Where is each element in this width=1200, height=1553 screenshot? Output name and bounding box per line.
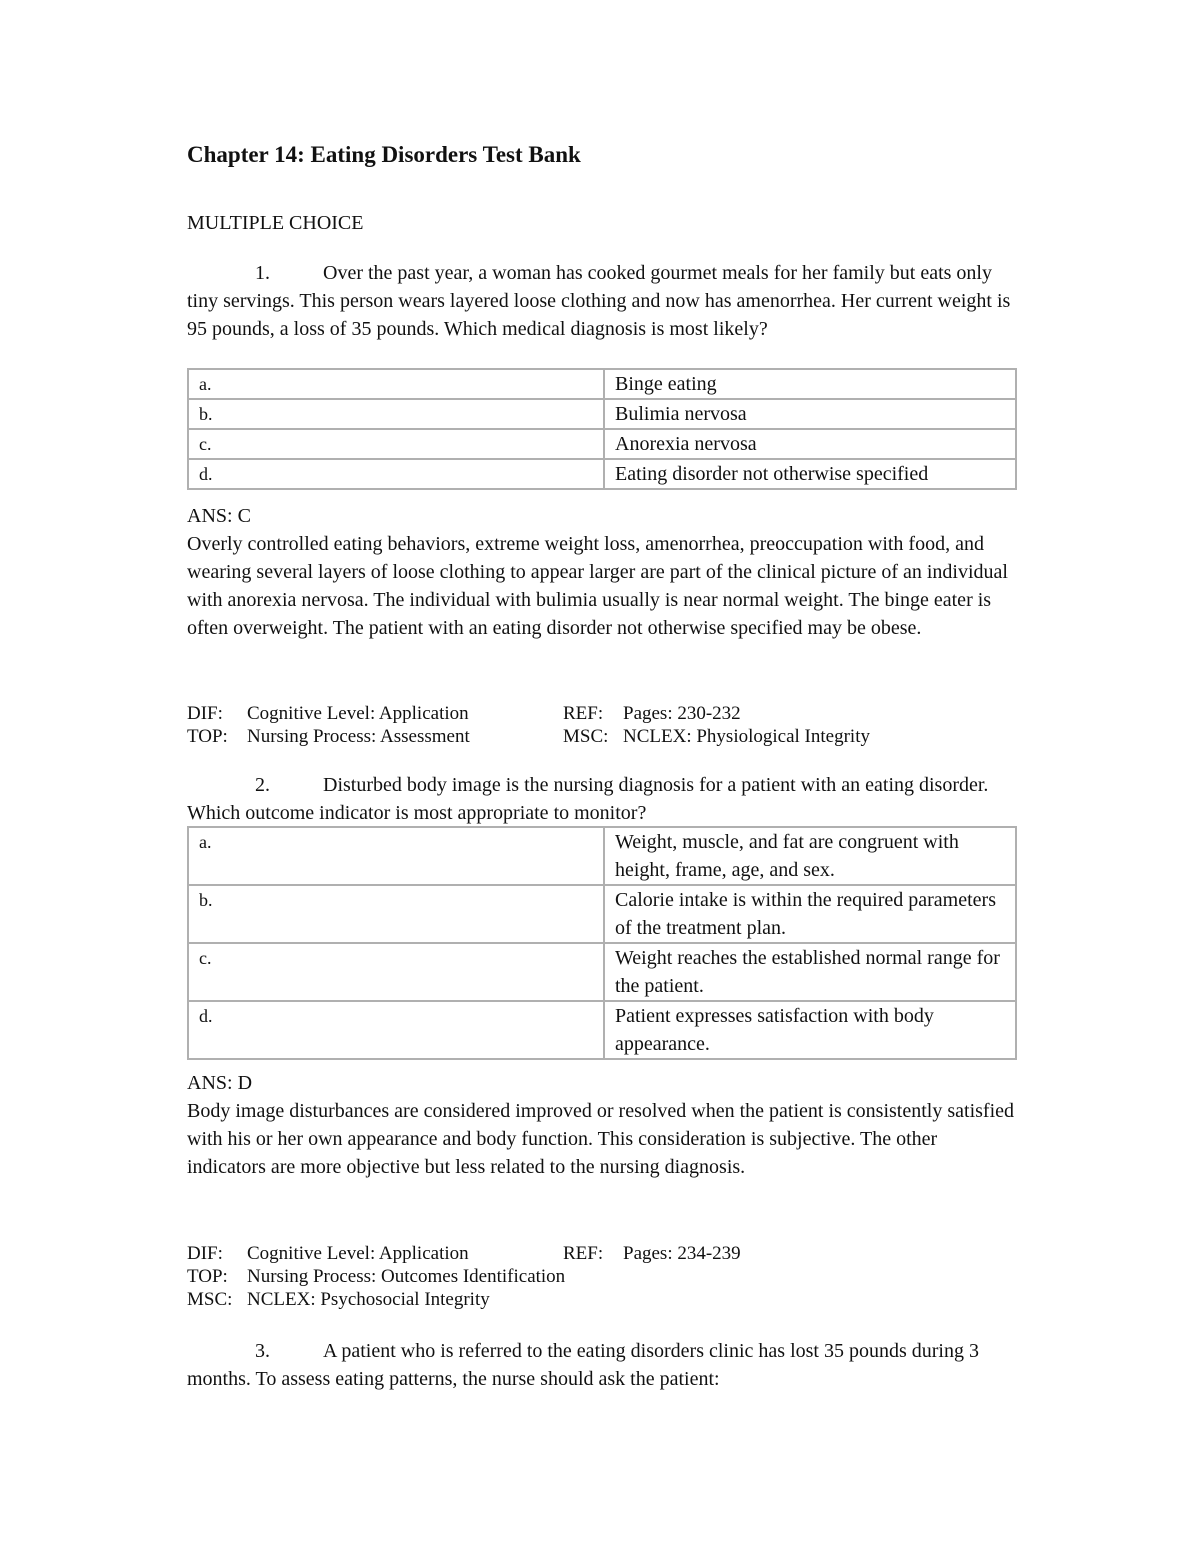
choice-row (188, 399, 1016, 429)
choice-letter: a. (188, 369, 604, 399)
answer-key: ANS: D (187, 1072, 253, 1094)
question-text: Over the past year, a woman has cooked gourmet meals for her family but eats only tiny servings. This person wears layered loose clothing and now has amenorrhea. Her current weight is 95 pounds, a loss of 35 pounds. Which medical diagnosis is most likely? (187, 262, 1011, 340)
ref-label: REF: (563, 703, 604, 724)
question-2-answer-block (187, 1069, 1017, 1181)
choice-row (188, 827, 1016, 885)
choice-text: Patient expresses satisfaction with body appearance. (604, 1001, 1016, 1059)
msc-value: NCLEX: Psychosocial Integrity (247, 1289, 490, 1310)
choice-letter: b. (188, 885, 604, 943)
top-label: TOP: (187, 1266, 228, 1287)
question-2-choices (187, 826, 1017, 1060)
msc-label: MSC: (563, 726, 609, 747)
rationale-text: Body image disturbances are considered improved or resolved when the patient is consistently satisfied with his or her own appearance and body function. This consideration is subjective. The other indicators are more objective but less related to the nursing diagnosis. (187, 1100, 1015, 1178)
question-number: 2. (255, 774, 270, 796)
dif-value: Cognitive Level: Application (247, 703, 469, 724)
top-value: Nursing Process: Outcomes Identification (247, 1266, 566, 1287)
question-1-answer-block (187, 502, 1017, 642)
choice-text: Calorie intake is within the required parameters of the treatment plan. (604, 885, 1016, 943)
msc-label: MSC: (187, 1289, 233, 1310)
choice-text: Eating disorder not otherwise specified (604, 459, 1016, 489)
choice-letter: d. (188, 459, 604, 489)
top-value: Nursing Process: Assessment (247, 726, 470, 747)
ref-value: Pages: 234-239 (623, 1243, 741, 1264)
ref-value: Pages: 230-232 (623, 703, 741, 724)
question-1-metadata (187, 702, 1017, 748)
rationale-text: Overly controlled eating behaviors, extreme weight loss, amenorrhea, preoccupation with food, and wearing several layers of loose clothing to appear larger are part of the clinical picture of an individual with anorexia nervosa. The individual with bulimia usually is near normal weight. The binge eater is often overweight. The patient with an eating disorder not otherwise specified may be obese. (187, 533, 1008, 639)
choice-row (188, 943, 1016, 1001)
choice-text: Weight, muscle, and fat are congruent with height, frame, age, and sex. (604, 827, 1016, 885)
question-1-choices (187, 368, 1017, 490)
choice-letter: d. (188, 1001, 604, 1059)
question-1-stem (187, 259, 1017, 343)
choice-text: Weight reaches the established normal range for the patient. (604, 943, 1016, 1001)
question-number: 3. (255, 1340, 270, 1362)
section-heading: MULTIPLE CHOICE (187, 212, 364, 234)
question-3-stem (187, 1337, 1017, 1393)
choice-row (188, 459, 1016, 489)
page-title: Chapter 14: Eating Disorders Test Bank (187, 142, 581, 167)
question-2-metadata (187, 1242, 1017, 1311)
question-number: 1. (255, 262, 270, 284)
choice-text: Binge eating (604, 369, 1016, 399)
choice-letter: c. (188, 943, 604, 1001)
question-text: Disturbed body image is the nursing diagnosis for a patient with an eating disorder. Which outcome indicator is most appropriate to monitor? (187, 774, 989, 824)
choice-letter: c. (188, 429, 604, 459)
choice-row (188, 1001, 1016, 1059)
choice-letter: b. (188, 399, 604, 429)
choice-row (188, 369, 1016, 399)
ref-label: REF: (563, 1243, 604, 1264)
choice-text: Anorexia nervosa (604, 429, 1016, 459)
question-2-stem (187, 771, 1017, 827)
choice-text: Bulimia nervosa (604, 399, 1016, 429)
answer-key: ANS: C (187, 505, 251, 527)
dif-label: DIF: (187, 1243, 223, 1264)
top-label: TOP: (187, 726, 228, 747)
choice-row (188, 885, 1016, 943)
dif-label: DIF: (187, 703, 223, 724)
msc-value: NCLEX: Physiological Integrity (623, 726, 870, 747)
choice-row (188, 429, 1016, 459)
choice-letter: a. (188, 827, 604, 885)
dif-value: Cognitive Level: Application (247, 1243, 469, 1264)
question-text: A patient who is referred to the eating disorders clinic has lost 35 pounds during 3 months. To assess eating patterns, the nurse should ask the patient: (187, 1340, 979, 1390)
